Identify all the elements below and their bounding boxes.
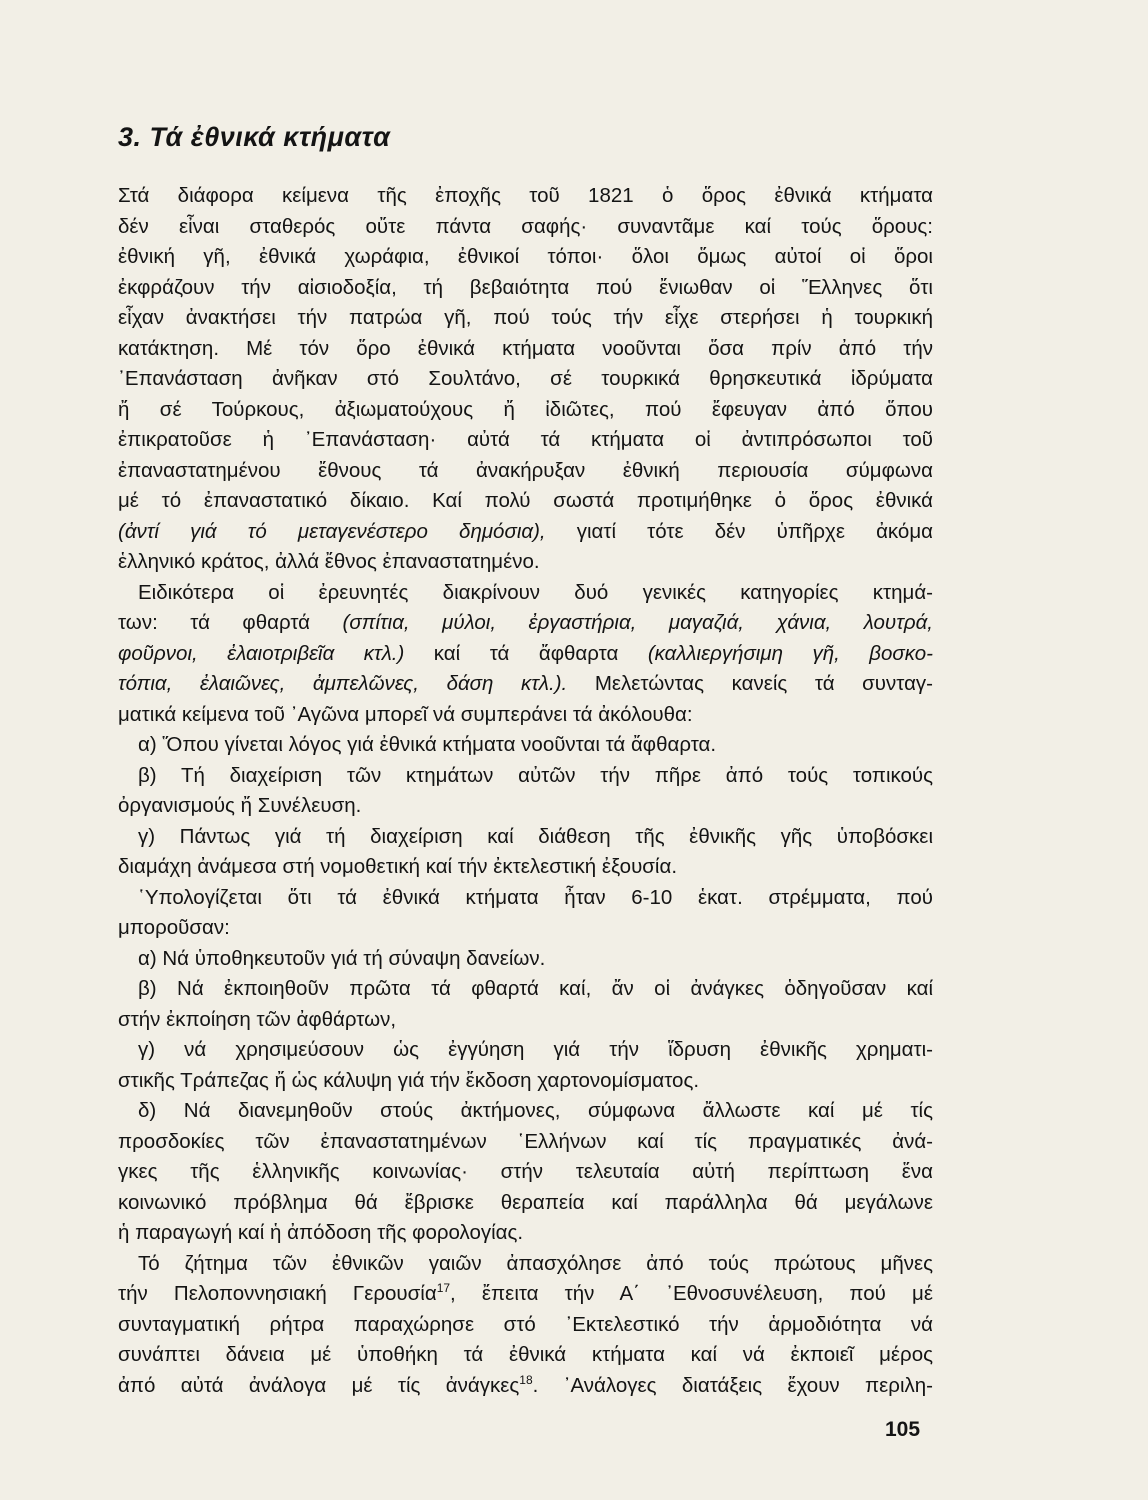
text-line: [118, 730, 933, 761]
text-line: [118, 303, 933, 334]
line-text: Στά διάφορα κείμενα τῆς ἐποχῆς τοῦ 1821 ὁ ὅρος ἐθνικά κτήματα: [118, 184, 933, 207]
text-line: [118, 456, 933, 487]
line-text: γ) νά χρησιμεύσουν ὡς ἐγγύηση γιά τήν ἵδρυση ἐθνικῆς χρηματι-: [138, 1038, 933, 1061]
text-line: [118, 273, 933, 304]
text-line: [118, 974, 933, 1005]
italic-text: (σπίτια, μύλοι, ἐργαστήρια, μαγαζιά, χάνια, λουτρά,: [342, 611, 933, 634]
text-line: [118, 242, 933, 273]
line-text: των: τά φθαρτά: [118, 611, 343, 634]
line-text: Μελετώντας κανείς τά συνταγ-: [567, 672, 933, 695]
text-line: [118, 517, 933, 548]
text-line: [118, 1218, 933, 1249]
text-line: [118, 822, 933, 853]
line-text: μέ τό ἐπαναστατικό δίκαιο. Καί πολύ σωστά προτιμήθηκε ὁ ὅρος ἐθνικά: [118, 489, 933, 512]
line-text: Τό ζήτημα τῶν ἐθνικῶν γαιῶν ἀπασχόλησε ἀπό τούς πρώτους μῆνες: [138, 1251, 933, 1275]
line-text: συνάπτει δάνεια μέ ὑποθήκη τά ἐθνικά κτήματα καί νά ἐκποιεῖ μέρος: [118, 1343, 933, 1366]
text-line: [118, 334, 933, 365]
line-text: διαμάχη ἀνάμεσα στή νομοθετική καί τήν ἐκτελεστική ἐξουσία.: [118, 855, 678, 878]
text-line: [118, 639, 933, 670]
line-text: ἐθνική γῆ, ἐθνικά χωράφια, ἐθνικοί τόποι· ὅλοι ὅμως αὐτοί οἱ ὅροι: [118, 245, 933, 268]
text-line: [118, 1188, 933, 1219]
line-text: , ἔπειτα τήν Α΄ ᾿Εθνοσυνέλευση, πού μέ: [450, 1282, 933, 1305]
text-line: [118, 1127, 933, 1158]
line-text: ἡ παραγωγή καί ἡ ἀπόδοση τῆς φορολογίας.: [118, 1221, 524, 1244]
line-text: κατάκτηση. Μέ τόν ὅρο ἐθνικά κτήματα νοοῦνται ὅσα πρίν ἀπό τήν: [118, 336, 933, 360]
footnote-ref: 18: [519, 1372, 533, 1387]
text-line: [118, 212, 933, 243]
line-text: δ) Νά διανεμηθοῦν στούς ἀκτήμονες, σύμφωνα ἄλλωστε καί μέ τίς: [138, 1099, 933, 1122]
text-line: [118, 700, 933, 731]
line-text: ᾿Επανάσταση ἀνῆκαν στό Σουλτάνο, σέ τουρκικά θρησκευτικά ἱδρύματα: [118, 367, 933, 390]
line-text: γκες τῆς ἑλληνικῆς κοινωνίας· στήν τελευταία αὐτή περίπτωση ἕνα: [118, 1160, 933, 1183]
line-text: Ειδικότερα οἱ ἐρευνητές διακρίνουν δυό γενικές κατηγορίες κτημά-: [138, 580, 933, 604]
line-text: ἐπαναστατημένου ἔθνους τά ἀνακήρυξαν ἐθνική περιουσία σύμφωνα: [118, 458, 933, 482]
line-text: . ᾿Ανάλογες διατάξεις ἔχουν περιλη-: [532, 1373, 934, 1397]
text-line: [118, 669, 933, 700]
line-text: ῾Υπολογίζεται ὅτι τά ἐθνικά κτήματα ἦταν 6-10 ἑκατ. στρέμματα, πού: [138, 885, 933, 909]
text-line: [118, 1157, 933, 1188]
text-line: [118, 1340, 933, 1371]
line-text: α) Νά ὑποθηκευτοῦν γιά τή σύναψη δανείων.: [138, 946, 546, 970]
text-line: [118, 913, 933, 944]
text-line: [118, 1066, 933, 1097]
text-line: [118, 1310, 933, 1341]
text-line: [118, 547, 933, 578]
line-text: γιατί τότε δέν ὑπῆρχε ἀκόμα: [545, 519, 933, 543]
text-line: [118, 395, 933, 426]
text-line: [118, 883, 933, 914]
italic-text: τόπια, ἐλαιῶνες, ἀμπελῶνες, δάση κτλ.).: [118, 672, 568, 695]
italic-text: (καλλιεργήσιμη γῆ, βοσκο-: [647, 641, 933, 665]
line-text: ὀργανισμούς ἤ Συνέλευση.: [118, 794, 362, 817]
line-text: καί τά ἄφθαρτα: [404, 641, 648, 665]
line-text: β) Τή διαχείριση τῶν κτημάτων αὐτῶν τήν πῆρε ἀπό τούς τοπικούς: [138, 763, 933, 787]
line-text: ἑλληνικό κράτος, ἀλλά ἔθνος ἐπαναστατημένο.: [118, 550, 540, 573]
line-text: μποροῦσαν:: [118, 916, 230, 939]
text-line: [118, 486, 933, 517]
text-line: [118, 791, 933, 822]
text-line: [118, 364, 933, 395]
text-line: [118, 761, 933, 792]
section-heading: [118, 122, 390, 153]
line-text: ἐκφράζουν τήν αἰσιοδοξία, τή βεβαιότητα πού ἔνιωθαν οἱ Ἕλληνες ὅτι: [118, 275, 933, 299]
text-line: [118, 578, 933, 609]
section-title: Τά ἐθνικά κτήματα: [149, 122, 391, 152]
line-text: κοινωνικό πρόβλημα θά ἔβρισκε θεραπεία καί παράλληλα θά μεγάλωνε: [118, 1190, 933, 1214]
text-line: [118, 1005, 933, 1036]
line-text: εἶχαν ἀνακτήσει τήν πατρώα γῆ, πού τούς τήν εἶχε στερήσει ἡ τουρκική: [118, 306, 933, 329]
text-line: [118, 1371, 933, 1402]
italic-text: (ἀντί γιά τό μεταγενέστερο δημόσια),: [118, 519, 546, 543]
line-text: ἐπικρατοῦσε ἡ ᾿Επανάσταση· αὐτά τά κτήματα οἱ ἀντιπρόσωποι τοῦ: [118, 428, 933, 451]
text-line: [118, 1249, 933, 1280]
text-line: [118, 852, 933, 883]
line-text: συνταγματική ρήτρα παραχώρησε στό ᾿Εκτελεστικό τήν ἁρμοδιότητα νά: [118, 1312, 933, 1336]
line-text: ματικά κείμενα τοῦ ᾿Αγῶνα μπορεῖ νά συμπεράνει τά ἀκόλουθα:: [118, 702, 693, 726]
text-line: [118, 1035, 933, 1066]
line-text: β) Νά ἐκποιηθοῦν πρῶτα τά φθαρτά καί, ἄν οἱ ἀνάγκες ὁδηγοῦσαν καί: [138, 977, 933, 1000]
body-text: [118, 181, 933, 1401]
footnote-ref: 17: [436, 1281, 451, 1296]
text-line: [118, 1096, 933, 1127]
line-text: ἤ σέ Τούρκους, ἀξιωματούχους ἤ ἰδιῶτες, πού ἔφευγαν ἀπό ὅπου: [118, 397, 933, 421]
text-line: [118, 425, 933, 456]
line-text: στήν ἐκποίηση τῶν ἀφθάρτων,: [118, 1007, 397, 1031]
italic-text: φοῦρνοι, ἐλαιοτριβεῖα κτλ.): [118, 641, 405, 665]
line-text: στικῆς Τράπεζας ἤ ὡς κάλυψη γιά τήν ἔκδοση χαρτονομίσματος.: [118, 1068, 700, 1092]
line-text: προσδοκίες τῶν ἐπαναστατημένων ῾Ελλήνων καί τίς πραγματικές ἀνά-: [118, 1129, 933, 1153]
line-text: τήν Πελοποννησιακή Γερουσία: [118, 1282, 437, 1305]
text-line: [118, 944, 933, 975]
line-text: γ) Πάντως γιά τή διαχείριση καί διάθεση τῆς ἐθνικῆς γῆς ὑποβόσκει: [138, 824, 933, 848]
page-number: 105: [885, 1418, 921, 1441]
line-text: δέν εἶναι σταθερός οὔτε πάντα σαφής· συναντᾶμε καί τούς ὅρους:: [118, 214, 933, 238]
text-line: [118, 1279, 933, 1310]
line-text: α) Ὅπου γίνεται λόγος γιά ἐθνικά κτήματα νοοῦνται τά ἄφθαρτα.: [138, 733, 717, 756]
section-number: 3.: [118, 122, 142, 152]
text-line: [118, 181, 933, 212]
text-line: [118, 608, 933, 639]
line-text: ἀπό αὐτά ἀνάλογα μέ τίς ἀνάγκες: [118, 1373, 520, 1397]
